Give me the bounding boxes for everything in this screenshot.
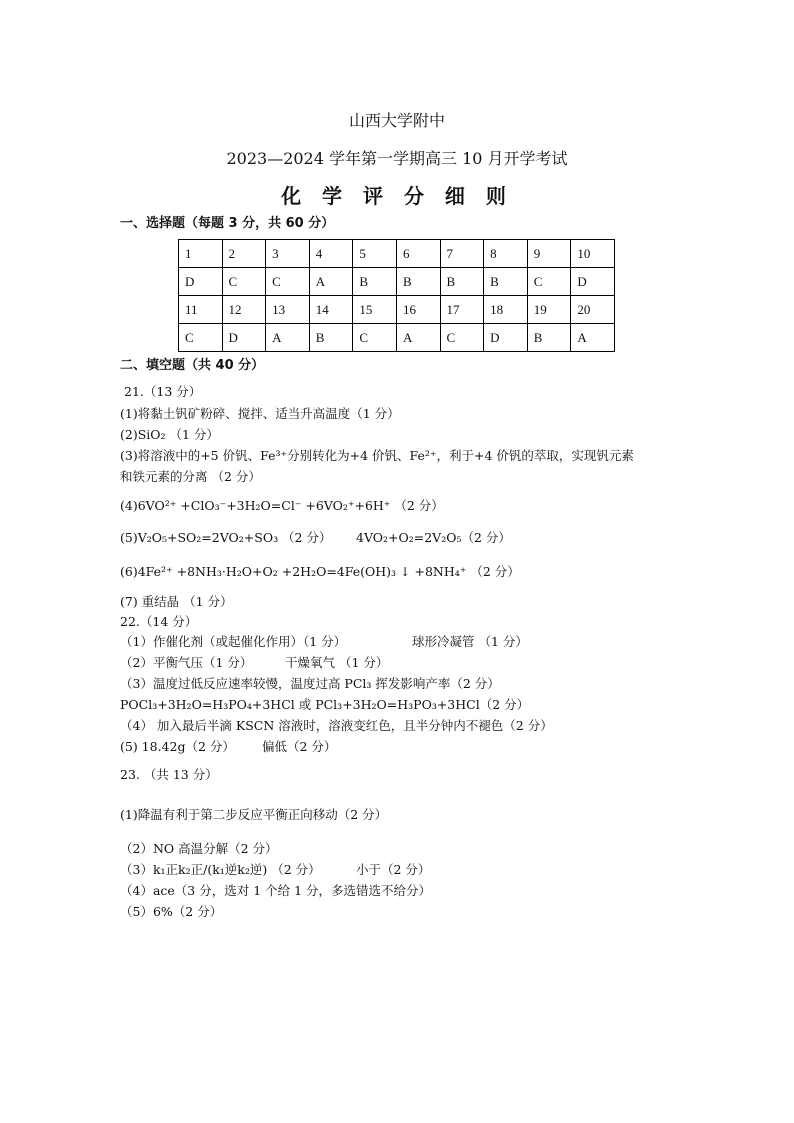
answer-table-cell: 7: [440, 240, 484, 268]
q23-answer-5: （5）6%（2 分）: [120, 904, 223, 919]
q22-answer-2b: 干燥氧气 （1 分）: [285, 655, 389, 670]
q21-answer-2: (2)SiO₂ （1 分）: [120, 427, 219, 442]
q23-answer-4: （4）ace（3 分，选对 1 个给 1 分，多选错选不给分）: [120, 883, 432, 898]
q23-answer-2: （2）NO 高温分解（2 分）: [120, 841, 278, 856]
q22-answer-5b: 偏低（2 分）: [262, 739, 337, 754]
q23-heading: 23. （共 13 分）: [120, 767, 218, 782]
answer-table-cell: B: [484, 268, 528, 296]
answer-table-cell: 6: [396, 240, 440, 268]
answer-table-cell: B: [353, 268, 397, 296]
answer-table-cell: 2: [222, 240, 266, 268]
answer-table-cell: C: [353, 324, 397, 352]
answer-table-cell: 12: [222, 296, 266, 324]
answer-table-cell: 8: [484, 240, 528, 268]
q22-answer-4: （4） 加入最后半滴 KSCN 溶液时，溶液变红色，且半分钟内不褪色（2 分）: [120, 718, 553, 733]
exam-title: 2023—2024 学年第一学期高三 10 月开学考试: [226, 149, 568, 168]
answer-table-cell: B: [396, 268, 440, 296]
answer-table-cell: D: [222, 324, 266, 352]
answer-table-cell: C: [440, 324, 484, 352]
answer-table-cell: C: [266, 268, 310, 296]
answer-table-cell: 11: [179, 296, 223, 324]
q22-answer-3-equation: POCl₃+3H₂O=H₃PO₄+3HCl 或 PCl₃+3H₂O=H₃PO₃+3HCl（2 分）: [120, 697, 530, 712]
q21-answer-5a: (5)V₂O₅+SO₂=2VO₂+SO₃ （2 分）: [120, 530, 332, 545]
answer-table-cell: C: [527, 268, 571, 296]
document-title: 化 学 评 分 细 则: [281, 184, 513, 208]
q22-answer-3: （3）温度过低反应速率较慢，温度过高 PCl₃ 挥发影响产率（2 分）: [120, 676, 500, 691]
answer-table-cell: 10: [571, 240, 615, 268]
answer-table-cell: 14: [309, 296, 353, 324]
answer-table-cell: 9: [527, 240, 571, 268]
q21-answer-6: (6)4Fe²⁺ +8NH₃·H₂O+O₂ +2H₂O=4Fe(OH)₃ ↓ +8NH₄⁺ （2 分）: [120, 564, 520, 579]
answer-table-cell: D: [179, 268, 223, 296]
answer-table-cell: C: [222, 268, 266, 296]
q22-answer-2a: （2）平衡气压（1 分）: [120, 655, 253, 670]
answer-table-cell: 13: [266, 296, 310, 324]
answer-table-cell: 19: [527, 296, 571, 324]
answer-table-cell: D: [571, 268, 615, 296]
answer-table: [178, 239, 615, 352]
section1-heading: 一、选择题（每题 3 分，共 60 分）: [120, 216, 335, 231]
answer-table-cell: 16: [396, 296, 440, 324]
answer-table-cell: 1: [179, 240, 223, 268]
answer-table-cell: 20: [571, 296, 615, 324]
q21-answer-3a: (3)将溶液中的+5 价钒、Fe³⁺分别转化为+4 价钒、Fe²⁺，利于+4 价钒的萃取，实现钒元素: [120, 448, 634, 463]
answer-table-cell: B: [309, 324, 353, 352]
answer-table-cell: B: [527, 324, 571, 352]
answer-table-row: [179, 240, 615, 268]
answer-table-cell: 18: [484, 296, 528, 324]
q21-answer-7: (7) 重结晶 （1 分）: [120, 594, 233, 609]
q22-answer-1a: （1）作催化剂（或起催化作用）（1 分）: [120, 634, 347, 649]
answer-table-cell: A: [309, 268, 353, 296]
q22-answer-1b: 球形冷凝管 （1 分）: [412, 634, 528, 649]
answer-table-cell: D: [484, 324, 528, 352]
answer-table-cell: C: [179, 324, 223, 352]
answer-table-cell: 3: [266, 240, 310, 268]
q21-answer-5b: 4VO₂+O₂=2V₂O₅（2 分）: [356, 530, 511, 545]
q23-answer-1: (1)降温有利于第二步反应平衡正向移动（2 分）: [120, 807, 388, 822]
answer-table-cell: 15: [353, 296, 397, 324]
answer-table-row: [179, 324, 615, 352]
q22-answer-5a: (5) 18.42g（2 分）: [120, 739, 235, 754]
answer-table-cell: A: [396, 324, 440, 352]
answer-table-cell: B: [440, 268, 484, 296]
section2-heading: 二、填空题（共 40 分）: [120, 358, 265, 373]
answer-table-cell: 17: [440, 296, 484, 324]
answer-table-cell: 5: [353, 240, 397, 268]
q21-answer-4: (4)6VO²⁺ +ClO₃⁻+3H₂O=Cl⁻ +6VO₂⁺+6H⁺ （2 分）: [120, 498, 444, 513]
q22-heading: 22.（14 分）: [120, 614, 198, 629]
answer-table-cell: A: [266, 324, 310, 352]
answer-table-cell: 4: [309, 240, 353, 268]
q23-answer-3a: （3）k₁正k₂正/(k₁逆k₂逆) （2 分）: [120, 862, 321, 877]
answer-table-row: [179, 296, 615, 324]
q23-answer-3b: 小于（2 分）: [356, 862, 431, 877]
q21-heading: 21.（13 分）: [124, 384, 202, 399]
q21-answer-1: (1)将黏土钒矿粉碎、搅拌、适当升高温度（1 分）: [120, 406, 400, 421]
answer-table-cell: A: [571, 324, 615, 352]
answer-table-row: [179, 268, 615, 296]
q21-answer-3b: 和铁元素的分离 （2 分）: [120, 469, 261, 484]
school-name: 山西大学附中: [348, 111, 445, 130]
